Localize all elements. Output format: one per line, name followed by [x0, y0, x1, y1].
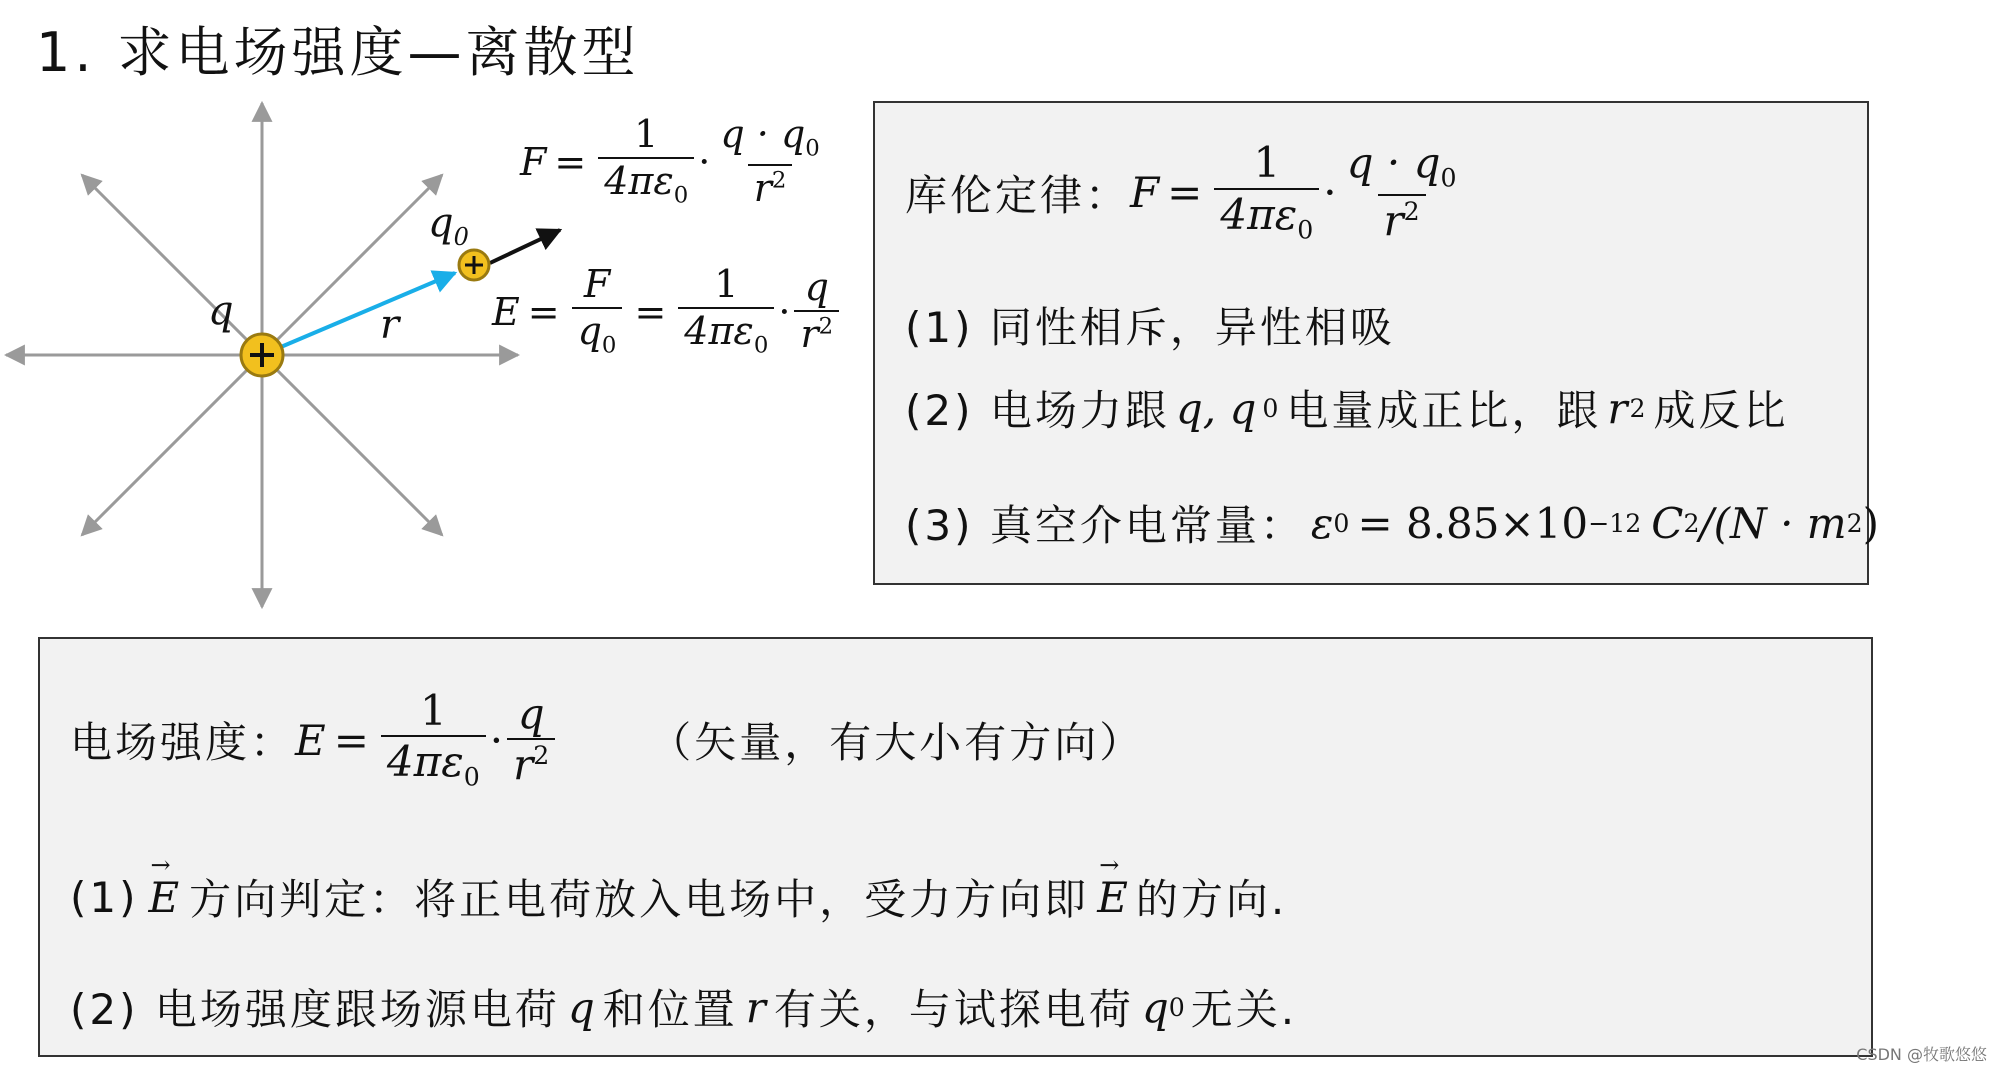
field-formula-diagram: E = $\frac{F}{q_0}$ = $\frac{1}{4\pi\varepsilon_0}$ · $\frac{q}{r^2}$	[492, 265, 843, 359]
coulomb-law-box	[873, 101, 1880, 585]
source-charge-label: q	[208, 288, 234, 334]
field-heading-line: 电场强度： E = $\frac{1}{4\pi\varepsilon_0}$ · $\frac{q}{r^2}$ （矢量，有大小有方向）	[70, 686, 1145, 792]
page-title	[36, 10, 640, 87]
coulomb-item-1: (1) 同性相斥，异性相吸	[905, 303, 1395, 352]
coulomb-heading-line: 库伦定律： F = $\frac{1}{4\pi\varepsilon_0}$ · $\frac{q \cdot q_0}{r^2}$	[905, 138, 1457, 245]
watermark: CSDN @牧歌悠悠	[1856, 1045, 1987, 1064]
field-line-upright	[262, 175, 442, 355]
field-strength-box	[38, 637, 1873, 1057]
field-line-upleft	[82, 175, 262, 355]
force-arrow	[490, 230, 560, 263]
test-charge	[459, 250, 489, 280]
field-line-downright	[262, 355, 442, 535]
field-item-1: (1) → E 方向判定：将正电荷放入电场中，受力方向即 → E 的方向.	[70, 867, 1287, 927]
title-text: 求电场强度—离散型	[117, 21, 640, 84]
test-charge-label: $q_0$	[428, 200, 469, 251]
coulomb-item-2: (2) 电场力跟 q, q 0 电量成正比，跟 r 2 成反比	[905, 383, 1789, 435]
force-formula: F = $\frac{1}{4\pi\varepsilon_0}$ · $\frac{q \cdot q_0}{r^2}$	[520, 112, 820, 210]
title-number: 1.	[36, 21, 96, 84]
distance-label: r	[380, 302, 400, 348]
field-line-downleft	[82, 355, 262, 535]
coulomb-item-3: (3) 真空介电常量： ε 0 = 8.85×10 −12 C 2 /(N · m 2 )	[905, 498, 1880, 550]
field-heading: 电场强度：	[70, 718, 296, 768]
distance-arrow	[262, 273, 455, 355]
coulomb-heading: 库伦定律：	[905, 170, 1131, 220]
field-item-2: (2) 电场强度跟场源电荷 q 和位置 r 有关，与试探电荷 q 0 无关.	[70, 982, 1298, 1034]
field-note: （矢量，有大小有方向）	[649, 718, 1145, 768]
source-charge	[241, 334, 283, 376]
